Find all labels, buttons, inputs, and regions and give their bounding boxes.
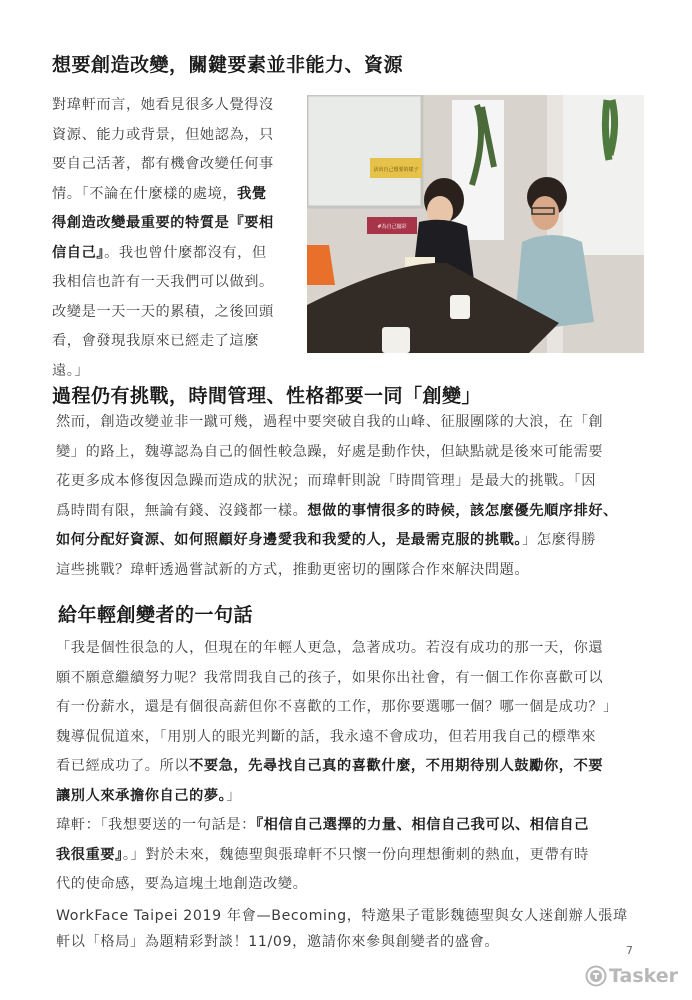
tasker-logo-icon — [585, 965, 607, 987]
text-line: 看，會發現我原來已經走了這麼 — [52, 333, 260, 349]
text-line: 變」的路上，魏導認為自己的個性較急躁，好處是動作快，但缺點就是後來可能需要 — [56, 443, 604, 460]
text-line: 我很重要』。」對於未來，魏德聖與張瑋軒不只懷一份向理想衝刺的熱血，更帶有時 — [56, 846, 589, 863]
text-line: 讓別人來承擔你自己的夢。」 — [56, 787, 242, 804]
section-heading-advice: 給年輕創變者的一句話 — [58, 604, 254, 626]
text-line: 魏導侃侃道來，「用別人的眼光判斷的話，我永遠不會成功，但若用我自己的標準來 — [56, 728, 597, 745]
text-line: 信自己』。我也曾什麼都沒有，但 — [52, 244, 267, 261]
text-line: WorkFace Taipei 2019 年會—Becoming，特邀果子電影魏德聖與女人迷創辦人張瑋 — [56, 908, 628, 924]
svg-text:#為自己擺彩: #為自己擺彩 — [377, 224, 407, 230]
tasker-watermark-text: Tasker — [609, 965, 679, 987]
text-line: 這些挑戰？瑋軒透過嘗試新的方式，推動更密切的團隊合作來解決問題。 — [56, 561, 530, 578]
text-line: 看已經成功了。所以不要急，先尋找自己真的喜歡什麼，不用期待別人鼓勵你，不要 — [56, 758, 604, 774]
text-line: 要自己活著，都有機會改變任何事 — [52, 156, 274, 172]
interview-photo-illustration — [307, 95, 644, 353]
text-line: 有一份薪水，還是有個很高薪但你不喜歡的工作，那你要選哪一個？哪一個是成功？」 — [56, 699, 618, 715]
text-line: 然而，創造改變並非一蹴可幾，過程中要突破自我的山峰、征服團隊的大浪，在「創 — [56, 414, 604, 430]
text-line: 代的使命感，要為這塊土地創造改變。 — [56, 876, 308, 892]
text-line: 改變是一天一天的累積，之後回頭 — [52, 303, 274, 320]
text-line: 願不願意繼續努力呢？我常問我自己的孩子，如果你出社會，有一個工作你喜歡可以 — [56, 669, 604, 686]
text-line: 情。「不論在什麼樣的處境，我覺 — [52, 185, 267, 202]
section-heading-challenges: 過程仍有挑戰，時間管理、性格都要一同「創變」 — [52, 385, 482, 407]
page-number: 7 — [626, 944, 633, 957]
text-line: 遠。」 — [52, 362, 90, 379]
text-line: 花更多成本修復因急躁而造成的狀況；而瑋軒則說「時間管理」是最大的挑戰。「因 — [56, 473, 597, 489]
text-line: 對瑋軒而言，她看見很多人覺得沒 — [52, 97, 274, 113]
paragraph-event-announcement — [56, 903, 656, 955]
paragraph-intro-quote — [52, 91, 300, 386]
text-line: 爲時間有限，無論有錢、沒錢都一樣。想做的事情很多的時候，該怎麼優先順序排好、 — [56, 502, 618, 519]
paragraph-challenges — [56, 408, 656, 585]
tasker-watermark — [585, 965, 678, 987]
svg-text:活出自己想要的樣子: 活出自己想要的樣子 — [373, 167, 419, 173]
section-heading-key-elements: 想要創造改變，關鍵要素並非能力、資源 — [52, 54, 404, 76]
text-line: 軒以「格局」為題精彩對談！11/09，邀請你來參與創變者的盛會。 — [56, 934, 500, 950]
text-line: 「我是個性很急的人，但現在的年輕人更急，急著成功。若沒有成功的那一天，你還 — [56, 640, 604, 656]
text-line: 得創造改變最重要的特質是『要相 — [52, 215, 274, 231]
text-line: 瑋軒：「我想要送的一句話是：『相信自己選擇的力量、相信自己我可以、相信自己 — [56, 817, 589, 833]
interview-photo — [307, 95, 644, 353]
text-line: 資源、能力或背景，但她認為，只 — [52, 126, 274, 143]
text-line: 我相信也許有一天我們可以做到。 — [52, 274, 274, 290]
paragraph-advice — [56, 634, 656, 900]
text-line: 如何分配好資源、如何照顧好身邊愛我和我愛的人，是最需克服的挑戰。」怎麼得勝 — [56, 532, 597, 548]
